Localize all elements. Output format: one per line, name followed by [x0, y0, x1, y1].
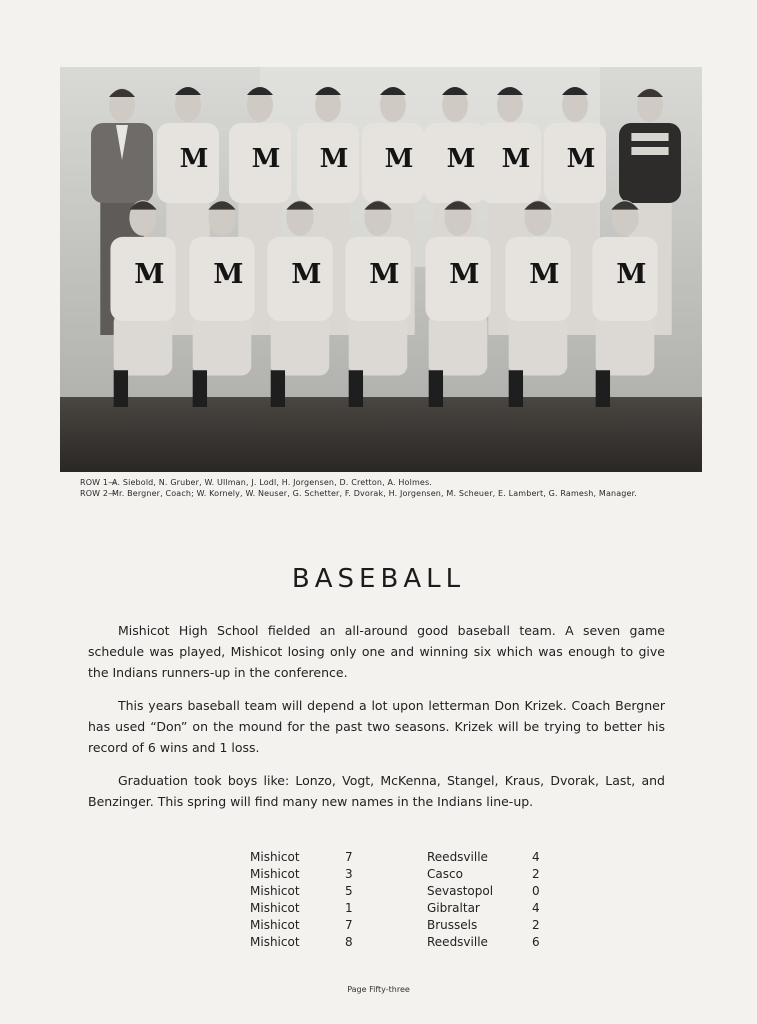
article-body [88, 620, 665, 824]
team-score: 3 [345, 867, 353, 881]
score-row [250, 883, 552, 900]
caption-row-2 [80, 489, 680, 500]
jersey-letter: M [446, 144, 476, 174]
team-photo-illustration [60, 67, 702, 472]
opponent-score: 0 [532, 884, 540, 898]
team-name: Mishicot [250, 901, 300, 915]
caption-row-1-names: A. Siebold, N. Gruber, W. Ullman, J. Lodl, H. Jorgensen, D. Cretton, A. Holmes. [112, 478, 432, 487]
opponent-score: 4 [532, 850, 540, 864]
caption-row-1 [80, 478, 680, 489]
jersey-letter: M [529, 258, 560, 291]
jersey-letter: M [384, 144, 414, 174]
jersey-letter: M [179, 144, 209, 174]
opponent-score: 2 [532, 867, 540, 881]
opponent-score: 2 [532, 918, 540, 932]
team-score: 5 [345, 884, 353, 898]
photo-floor [60, 397, 702, 472]
jersey-letter: M [616, 258, 647, 291]
page-title: BASEBALL [291, 564, 466, 594]
caption-row-1-label: ROW 1— [80, 478, 117, 487]
opponent-score: 6 [532, 935, 540, 949]
opponent-name: Gibraltar [427, 901, 480, 915]
score-row [250, 866, 552, 883]
opponent-score: 4 [532, 901, 540, 915]
caption-row-2-label: ROW 2— [80, 488, 117, 498]
team-score: 1 [345, 901, 353, 915]
team-photo [60, 67, 702, 472]
jersey-letter: M [134, 258, 165, 291]
jersey-letter: M [369, 258, 400, 291]
team-name: Mishicot [250, 867, 300, 881]
jersey-letter: M [213, 258, 244, 291]
jersey-letter: M [251, 144, 281, 174]
score-row [250, 849, 552, 866]
team-score: 7 [345, 850, 353, 864]
paragraph-1: Mishicot High School fielded an all-around good baseball team. A seven game schedule was played, Mishicot losing only one and winning six which was enough to give the Indians runners-up in the conference. [88, 623, 665, 680]
team-name: Mishicot [250, 850, 300, 864]
team-name: Mishicot [250, 884, 300, 898]
opponent-name: Casco [427, 867, 463, 881]
team-name: Mishicot [250, 935, 300, 949]
team-score: 8 [345, 935, 353, 949]
opponent-name: Sevastopol [427, 884, 494, 898]
score-row [250, 934, 552, 951]
jersey-letter: M [319, 144, 349, 174]
opponent-name: Reedsville [427, 935, 488, 949]
paragraph-3: Graduation took boys like: Lonzo, Vogt, McKenna, Stangel, Kraus, Dvorak, Last, and Benzinger. This spring will find many new names in the Indians line-up. [88, 773, 665, 809]
score-row [250, 917, 552, 934]
photo-caption [80, 478, 680, 499]
opponent-name: Reedsville [427, 850, 488, 864]
paragraph-2: This years baseball team will depend a lot upon letterman Don Krizek. Coach Bergner has used “Don” on the mound for the past two seasons. Krizek will be trying to better his record of 6 wins and 1 loss. [88, 698, 665, 755]
score-row [250, 900, 552, 917]
opponent-name: Brussels [427, 918, 478, 932]
jersey-letter: M [566, 144, 596, 174]
team-name: Mishicot [250, 918, 300, 932]
jersey-letter: M [291, 258, 322, 291]
jersey-letter: M [449, 258, 480, 291]
caption-row-2-names: Mr. Bergner, Coach; W. Kornely, W. Neuser, G. Schetter, F. Dvorak, H. Jorgensen, M. Scheuer, E. Lambert, G. Ramesh, Manager. [112, 488, 637, 498]
team-score: 7 [345, 918, 353, 932]
jersey-letter: M [501, 144, 531, 174]
page-number: Page Fifty-three [347, 985, 410, 994]
score-table [250, 849, 552, 951]
